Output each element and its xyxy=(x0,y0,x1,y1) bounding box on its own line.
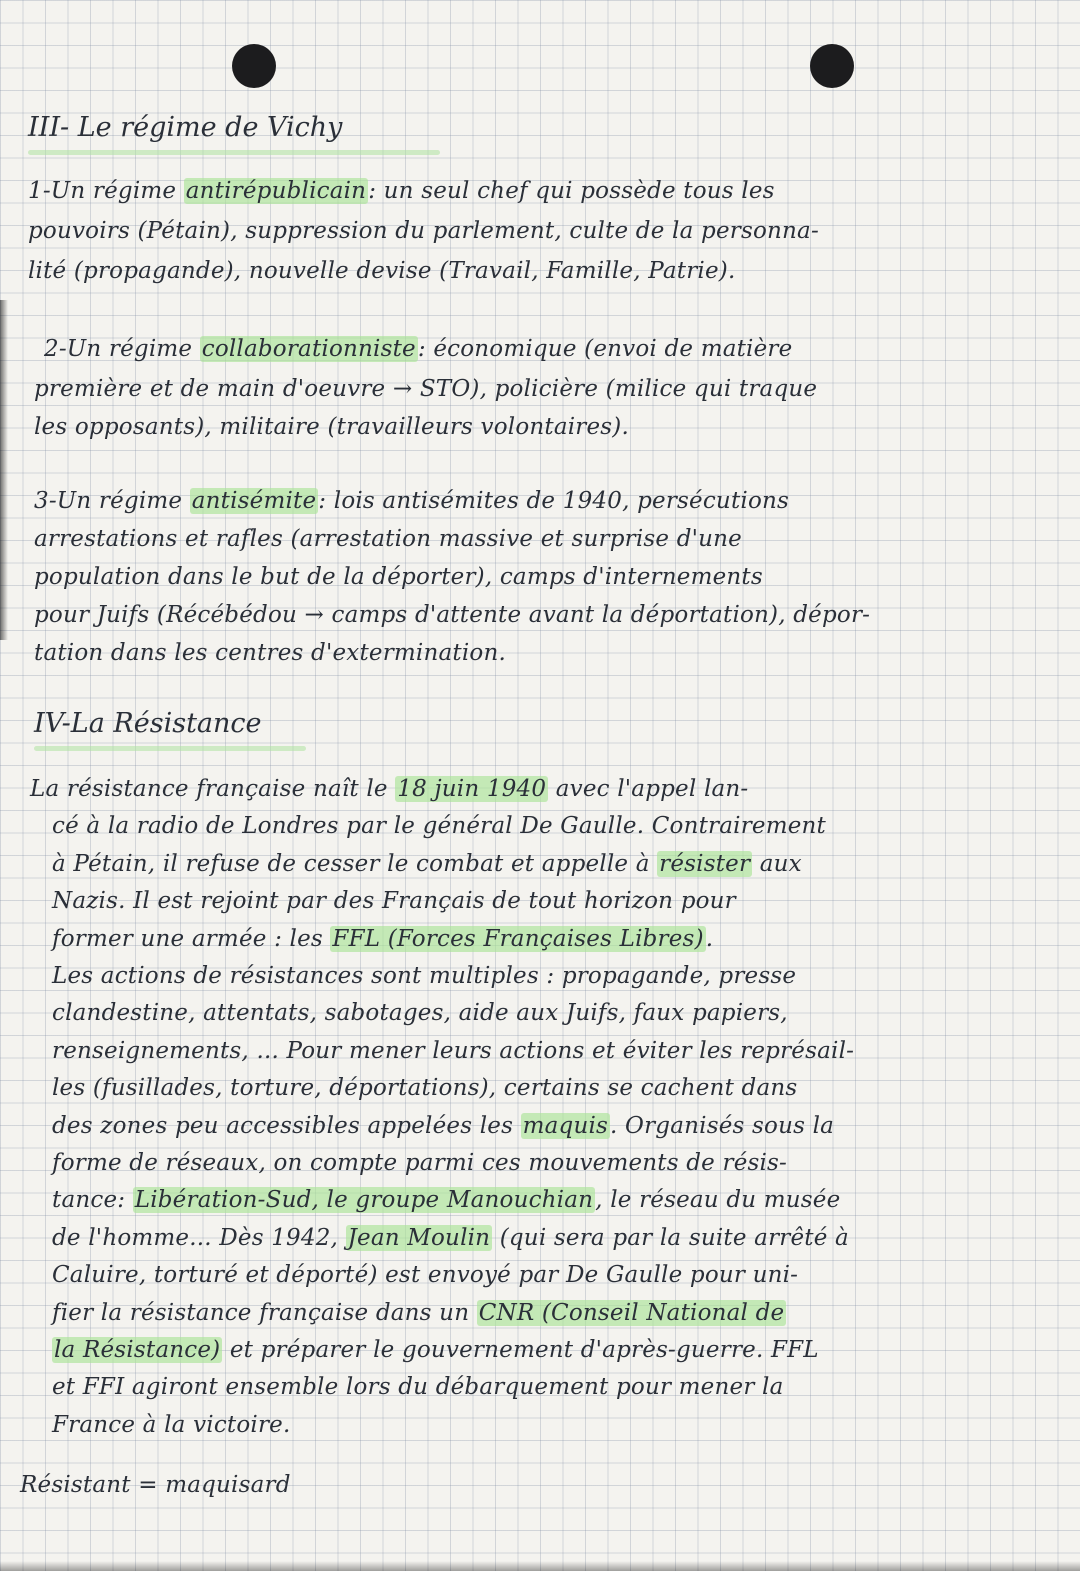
resistance-line xyxy=(52,1225,849,1251)
p1-keyword: antirépublicain xyxy=(185,178,367,204)
resistance-line xyxy=(52,1412,290,1438)
resistance-line xyxy=(52,1187,840,1213)
resistance-line xyxy=(52,1150,787,1176)
p2-line1-rest: : économique (envoi de matière xyxy=(417,336,793,362)
line-text-after: , le réseau du musée xyxy=(595,1187,841,1214)
line-text: Caluire, torturé et déporté) est envoyé par De Gaulle pour uni- xyxy=(52,1262,799,1289)
resistance-line xyxy=(52,1300,786,1326)
paragraph-2-line-2: première et de main d'oeuvre → STO), policière (milice qui traque xyxy=(34,376,818,402)
line-text: La résistance française naît le xyxy=(30,776,396,802)
paragraph-3-line-1 xyxy=(34,488,789,514)
line-text: Nazis. Il est rejoint par des Français de tout horizon pour xyxy=(52,888,736,915)
line-text: à Pétain, il refuse de cesser le combat et appelle à xyxy=(52,850,658,877)
line-text-after: aux xyxy=(752,850,802,877)
line-text-after: . xyxy=(705,925,714,952)
line-text-after: . Organisés sous la xyxy=(610,1112,835,1139)
paragraph-3-line-3: population dans le but de la déporter), camps d'internements xyxy=(34,564,763,590)
page-edge-shadow xyxy=(0,300,8,640)
line-highlight: résister xyxy=(659,850,751,877)
line-text: fier la résistance française dans un xyxy=(52,1299,477,1326)
resistance-line xyxy=(30,776,748,802)
page-bottom-shadow xyxy=(0,1561,1080,1571)
resistance-line xyxy=(52,1000,788,1026)
line-text-after: avec l'appel lan- xyxy=(548,776,749,802)
paragraph-3-line-5: tation dans les centres d'extermination. xyxy=(34,640,506,666)
line-text: les (fusillades, torture, déportations), certains se cachent dans xyxy=(52,1075,798,1102)
line-text: former une armée : les xyxy=(52,925,331,952)
line-text: cé à la radio de Londres par le général De Gaulle. Contrairement xyxy=(52,813,826,840)
paragraph-1-line-1 xyxy=(28,178,775,204)
line-text: tance: xyxy=(52,1187,133,1214)
resistance-line xyxy=(52,851,802,877)
section-4-heading: IV-La Résistance xyxy=(34,708,262,739)
section-3-heading: III- Le régime de Vichy xyxy=(28,112,343,143)
resistance-line xyxy=(52,1374,784,1400)
line-text: de l'homme... Dès 1942, xyxy=(52,1224,346,1251)
p3-lead: 3-Un régime xyxy=(34,488,190,514)
p2-lead: 2-Un régime xyxy=(44,336,200,362)
line-text: et FFI agiront ensemble lors du débarquement pour mener la xyxy=(52,1374,784,1401)
paragraph-3-line-2: arrestations et rafles (arrestation massive et surprise d'une xyxy=(34,526,742,552)
resistance-line xyxy=(52,1337,819,1363)
paragraph-1-line-2: pouvoirs (Pétain), suppression du parlement, culte de la personna- xyxy=(28,218,819,244)
resistance-line xyxy=(52,813,826,839)
resistance-line xyxy=(52,1262,798,1288)
line-text: Les actions de résistances sont multiples : propagande, presse xyxy=(52,963,797,989)
paragraph-3-line-4: pour Juifs (Récébédou → camps d'attente avant la déportation), dépor- xyxy=(34,602,871,628)
p3-line1-rest: : lois antisémites de 1940, persécutions xyxy=(318,488,790,514)
resistance-line xyxy=(52,888,736,914)
footer-note: Résistant = maquisard xyxy=(20,1472,291,1498)
binder-hole-left xyxy=(232,44,276,88)
p1-line1-rest: : un seul chef qui possède tous les xyxy=(368,178,775,204)
line-text: renseignements, ... Pour mener leurs actions et éviter les représail- xyxy=(52,1037,855,1064)
line-text: forme de réseaux, on compte parmi ces mouvements de résis- xyxy=(52,1150,788,1176)
resistance-line xyxy=(52,1075,797,1101)
section-3-heading-underline xyxy=(28,150,440,155)
section-4-heading-underline xyxy=(34,746,306,751)
line-highlight: maquis xyxy=(522,1112,609,1139)
paragraph-2-line-3: les opposants), militaire (travailleurs volontaires). xyxy=(34,414,629,440)
line-highlight: FFL (Forces Françaises Libres) xyxy=(332,925,704,952)
line-text-after: et préparer le gouvernement d'après-guerre. FFL xyxy=(222,1337,819,1363)
paragraph-2-line-1 xyxy=(44,336,792,362)
resistance-line xyxy=(52,1038,854,1064)
line-highlight: CNR (Conseil National de xyxy=(478,1299,785,1326)
p1-lead: 1-Un régime xyxy=(28,178,184,204)
line-text-after: (qui sera par la suite arrêté à xyxy=(492,1224,849,1251)
line-highlight: 18 juin 1940 xyxy=(397,776,547,802)
line-text: des zones peu accessibles appelées les xyxy=(52,1112,521,1139)
line-highlight: la Résistance) xyxy=(54,1337,221,1363)
line-highlight: Jean Moulin xyxy=(347,1224,491,1251)
p2-keyword: collaborationniste xyxy=(201,336,416,362)
line-highlight: Libération-Sud, le groupe Manouchian xyxy=(134,1187,594,1214)
p3-keyword: antisémite xyxy=(191,488,317,514)
resistance-line xyxy=(52,926,713,952)
line-text: France à la victoire. xyxy=(52,1411,291,1438)
binder-hole-right xyxy=(810,44,854,88)
resistance-line xyxy=(52,963,796,989)
line-text: clandestine, attentats, sabotages, aide aux Juifs, faux papiers, xyxy=(52,1000,788,1027)
paragraph-1-line-3: lité (propagande), nouvelle devise (Travail, Famille, Patrie). xyxy=(28,258,736,284)
resistance-line xyxy=(52,1113,834,1139)
